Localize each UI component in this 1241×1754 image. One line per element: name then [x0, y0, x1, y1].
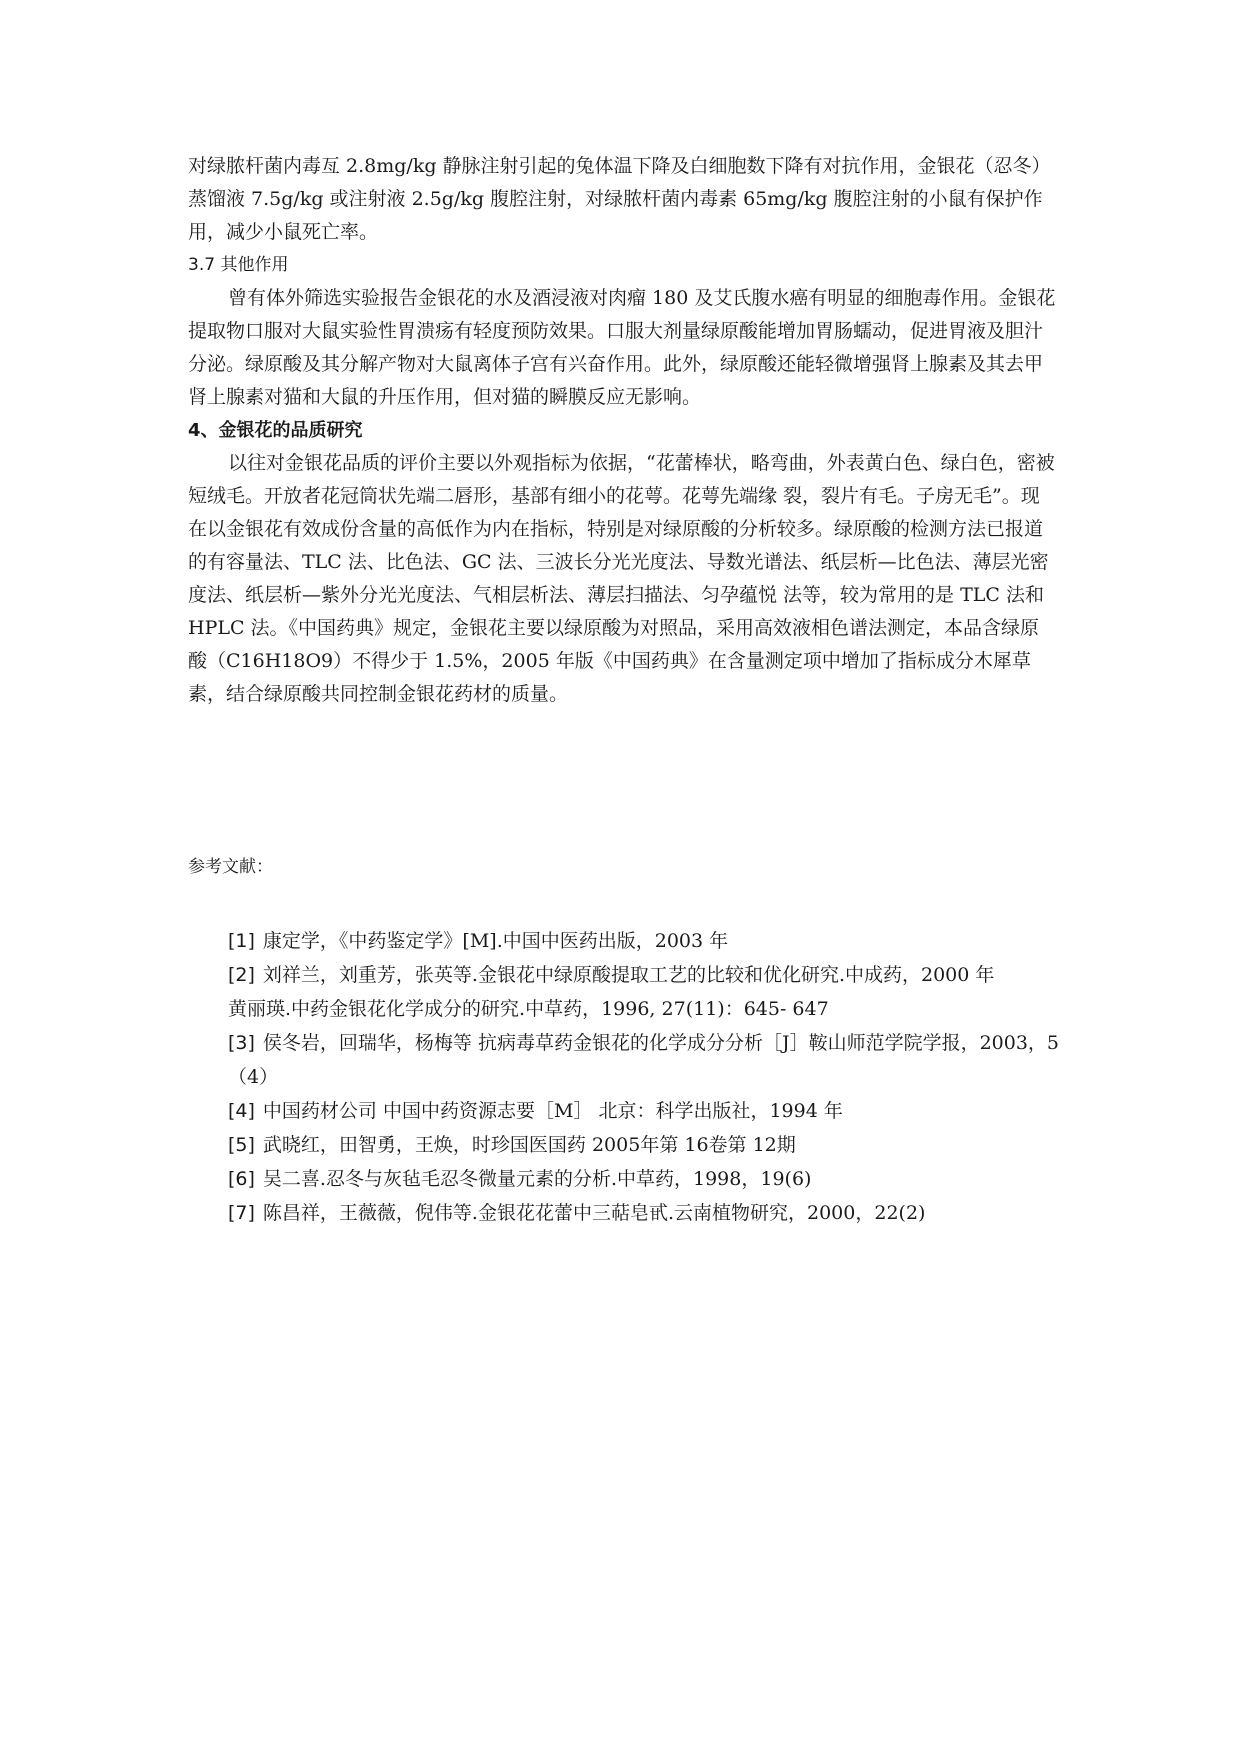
reference-item-2 — [228, 958, 1078, 992]
reference-item-7 — [228, 1162, 1078, 1196]
reference-number: [4] — [228, 1100, 255, 1122]
paragraph-antitoxin: 对绿脓杆菌内毒亙 2.8mg/kg 静脉注射引起的兔体温下降及白细胞数下降有对抗作用，金银花（忍冬）蒸馏液 7.5g/kg 或注射液 2.5g/kg 腹腔注射，对绿脓杆菌内毒素 65mg/kg 腹腔注射的小鼠有保护作用，减少小鼠死亡率。 — [188, 155, 1051, 243]
reference-item-6 — [228, 1128, 1078, 1162]
reference-text: 侯冬岩，回瑞华，杨梅等 抗病毒草药金银花的化学成分分析［J］鞍山师范学院学报，2003，5（4） — [228, 1032, 1060, 1088]
reference-text: 黄丽瑛.中药金银花化学成分的研究.中草药，1996, 27(11)：645- 647 — [228, 998, 829, 1020]
reference-item-1 — [228, 924, 1078, 958]
reference-number: [5] — [228, 1134, 255, 1156]
reference-text: 吴二喜.忍冬与灰毡毛忍冬微量元素的分析.中草药，1998，19(6) — [262, 1168, 812, 1190]
reference-number: [2] — [228, 964, 255, 986]
reference-list — [228, 924, 1078, 1230]
document-page — [188, 150, 1058, 1230]
paragraph-other-effects: 曾有体外筛选实验报告金银花的水及酒浸液对肉瘤 180 及艾氏腹水癌有明显的细胞毒作用。金银花提取物口服对大鼠实验性胃溃疡有轻度预防效果。口服大剂量绿原酸能增加胃肠蠕动，促进胃液及胆汁分泌。绿原酸及其分解产物对大鼠离体子宫有兴奋作用。此外，绿原酸还能轻微增强肾上腺素及其去甲肾上腺素对猫和大鼠的升压作用，但对猫的瞬膜反应无影响。 — [188, 287, 1056, 408]
section-heading-4: 4、金银花的品质研究 — [188, 420, 363, 441]
reference-number: [7] — [228, 1202, 255, 1224]
reference-item-3 — [228, 992, 1078, 1026]
reference-text: 中国药材公司 中国中药资源志要［M］ 北京：科学出版社，1994 年 — [262, 1100, 843, 1122]
section-heading-3-7: 3.7 其他作用 — [188, 255, 289, 275]
reference-text: 刘祥兰，刘重芳，张英等.金银花中绿原酸提取工艺的比较和优化研究.中成药，2000 年 — [262, 964, 995, 986]
reference-text: 康定学，《中药鉴定学》[M].中国中医药出版，2003 年 — [262, 930, 729, 952]
reference-item-8 — [228, 1196, 1078, 1230]
paragraph-quality-research: 以往对金银花品质的评价主要以外观指标为依据，“花蕾棒状，略弯曲，外表黄白色、绿白色，密被短绒毛。开放者花冠筒状先端二唇形，基部有细小的花萼。花萼先端缘 裂，裂片有毛。子房无毛”。现在以金银花有效成份含量的高低作为内在指标，特别是对绿原酸的分析较多。绿原酸的检测方法已报道的有容量法、TLC 法、比色法、GC 法、三波长分光光度法、导数光谱法、纸层析—比色法、薄层光密度法、纸层析—紫外分光光度法、气相层析法、薄层扫描法、匀孕蕴悦 法等，较为常用的是 TLC 法和 HPLC 法。《中国药典》规定，金银花主要以绿原酸为对照品，采用高效液相色谱法测定，本品含绿原酸（C16H18O9）不得少于 1.5%，2005 年版《中国药典》在含量测定项中增加了指标成分木犀草素，结合绿原酸共同控制金银花药材的质量。 — [188, 452, 1055, 705]
reference-text: 陈昌祥，王薇薇，倪伟等.金银花花蕾中三萜皂甙.云南植物研究，2000，22(2) — [262, 1202, 926, 1224]
reference-text: 武晓红，田智勇，王焕，时珍国医国药 2005年第 16卷第 12期 — [262, 1134, 796, 1156]
reference-number: [1] — [228, 930, 255, 952]
reference-item-5 — [228, 1094, 1078, 1128]
references-title: 参考文献： — [188, 857, 273, 877]
reference-item-4 — [228, 1026, 1078, 1094]
reference-number: [6] — [228, 1168, 255, 1190]
reference-number: [3] — [228, 1032, 255, 1054]
